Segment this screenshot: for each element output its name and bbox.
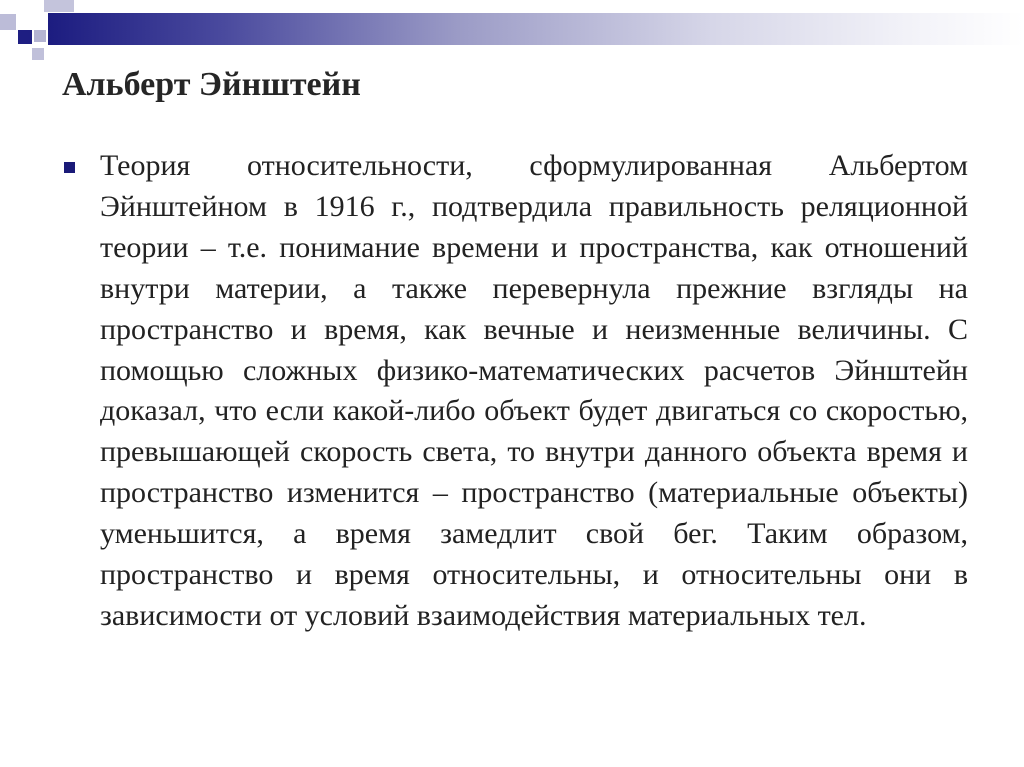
decor-square-icon	[44, 0, 74, 12]
slide-content	[64, 146, 968, 637]
decor-square-icon	[0, 14, 16, 30]
decor-square-icon	[18, 0, 42, 28]
slide-title: Альберт Эйнштейн	[62, 66, 361, 103]
header-gradient-band	[48, 13, 1024, 45]
bullet-item	[64, 146, 968, 637]
bullet-text: Теория относительности, сформулированная Альбертом Эйнштейном в 1916 г., подтвердила правильность реляционной теории – т.е. понимание времени и пространства, как отношений внутри материи, а также перевернула прежние взгляды на пространство и время, как вечные и неизменные величины. С помощью сложных физико-математических расчетов Эйнштейн доказал, что если какой-либо объект будет двигаться со скоростью, превышающей скорость света, то внутри данного объекта время и пространство изменится – пространство (материальные объекты) уменьшится, а время замедлит свой бег. Таким образом, пространство и время относительны, и относительны они в зависимости от условий взаимодействия материальных тел.	[100, 149, 968, 632]
decor-square-icon	[34, 30, 46, 42]
decor-square-icon	[18, 30, 32, 44]
square-bullet-icon	[64, 162, 75, 173]
decor-square-icon	[32, 48, 44, 60]
